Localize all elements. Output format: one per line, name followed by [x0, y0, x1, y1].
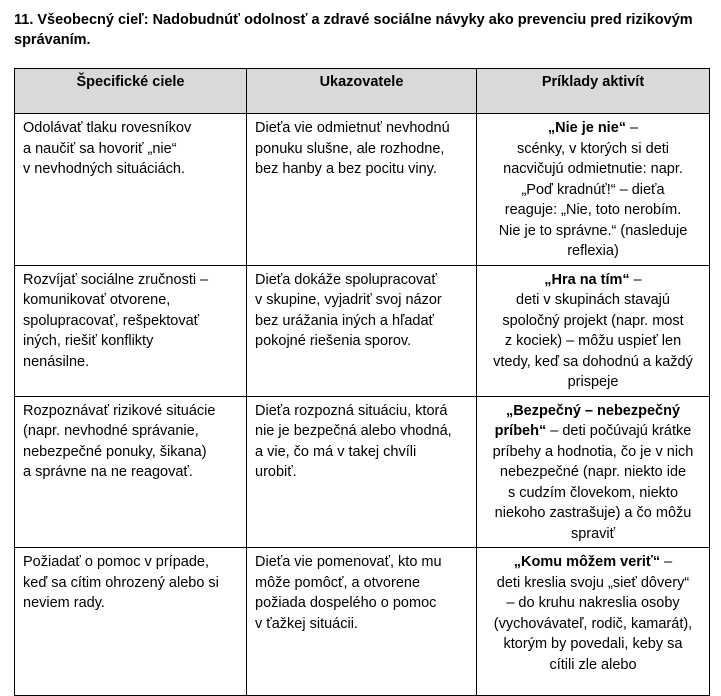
- cell-line: Dieťa vie odmietnuť nevhodnú: [255, 120, 450, 136]
- cell-line: deti v skupinách stavajú: [516, 292, 670, 308]
- cell-line: prispeje: [567, 374, 619, 390]
- cell-line: vtedy, keď sa dohodnú a každý: [493, 353, 693, 370]
- activity-cell: [477, 114, 710, 266]
- table-row: [15, 114, 710, 266]
- cell-line: Rozvíjať sociálne zručnosti –: [23, 271, 209, 288]
- cell-line: príbehy a hodnotia, čo je v nich: [492, 443, 694, 460]
- section-heading: [14, 10, 704, 50]
- cell-line: (vychovávateľ, rodič, kamarát),: [493, 615, 693, 632]
- cell-line: ktorým by povedali, keby sa: [503, 636, 683, 652]
- heading-line: správaním.: [14, 32, 91, 48]
- activity-title: „Nie je nie“: [547, 120, 627, 136]
- activity-cell: [477, 265, 710, 396]
- activity-text: –: [626, 120, 639, 136]
- cell-line: deti kreslia svoju „sieť dôvery“: [496, 574, 690, 591]
- cell-line: [481, 270, 705, 291]
- header-indicators: Ukazovatele: [247, 69, 477, 114]
- cell-line: bez urážania iných a hľadať: [255, 312, 434, 329]
- cell-line: spraviť: [570, 525, 616, 542]
- cell-line: scénky, v ktorých si deti: [516, 140, 670, 157]
- cell-line: nie je bezpečná alebo vhodná,: [255, 423, 452, 439]
- cell-line: neviem rady.: [23, 595, 105, 611]
- cell-line: a vie, čo má v takej chvíli: [255, 443, 417, 460]
- cell-line: „Poď kradnúť!“ – dieťa: [521, 181, 665, 198]
- cell-line: Odolávať tlaku rovesníkov: [23, 120, 192, 136]
- header-specific-goals: Špecifické ciele: [15, 69, 247, 114]
- cell-line: [481, 552, 705, 573]
- table-row: [15, 548, 710, 696]
- cell-line: Požiadať o pomoc v prípade,: [23, 554, 209, 570]
- cell-line: spoločný projekt (napr. most: [502, 312, 684, 329]
- cell-line: nenásilne.: [23, 353, 90, 370]
- cell-line: – do kruhu nakreslia osoby: [506, 595, 680, 611]
- indicator-cell: [247, 265, 477, 396]
- goal-cell: [15, 114, 247, 266]
- cell-line: v skupine, vyjadriť svoj názor: [255, 292, 442, 308]
- cell-line: Nie je to správne.“ (nasleduje: [498, 222, 688, 239]
- cell-line: cítili zle alebo: [549, 656, 637, 673]
- activity-title: „Komu môžem veriť“: [513, 554, 661, 570]
- cell-line: komunikovať otvorene,: [23, 292, 171, 308]
- cell-line: s cudzím človekom, niekto: [507, 484, 679, 501]
- indicator-cell: [247, 548, 477, 696]
- cell-line: ponuku slušne, ale rozhodne,: [255, 140, 445, 157]
- goal-cell: [15, 265, 247, 396]
- cell-line: z kociek) – môžu uspieť len: [504, 333, 682, 349]
- cell-line: keď sa cítim ohrozený alebo si: [23, 574, 219, 591]
- goal-cell: [15, 396, 247, 548]
- cell-line: v nevhodných situáciách.: [23, 161, 186, 177]
- cell-line: (napr. nevhodné správanie,: [23, 423, 199, 439]
- cell-line: môže pomôcť, a otvorene: [255, 574, 421, 591]
- cell-line: a naučiť sa hovoriť „nie“: [23, 140, 177, 157]
- heading-line: 11. Všeobecný cieľ: Nadobudnúť odolnosť a zdravé sociálne návyky ako prevenciu pred rizikovým: [14, 12, 693, 28]
- table-header-row: [15, 69, 710, 114]
- cell-line: bez hanby a bez pocitu viny.: [255, 161, 437, 177]
- activity-cell: [477, 548, 710, 696]
- cell-line: nacvičujú odmietnutie: napr.: [503, 161, 683, 177]
- indicator-cell: [247, 396, 477, 548]
- cell-line: niekoho zastrašuje) a čo môžu: [494, 505, 692, 521]
- cell-line: urobiť.: [255, 464, 297, 480]
- cell-line: [481, 118, 705, 139]
- indicator-cell: [247, 114, 477, 266]
- cell-line: nebezpečné (napr. niekto ide: [499, 464, 687, 480]
- table-row: [15, 265, 710, 396]
- cell-line: v ťažkej situácii.: [255, 615, 358, 632]
- cell-line: reflexia): [567, 243, 619, 259]
- cell-line: spolupracovať, rešpektovať: [23, 312, 200, 329]
- cell-line: reaguje: „Nie, toto nerobím.: [504, 202, 682, 218]
- cell-line: a správne na ne reagovať.: [23, 464, 193, 480]
- cell-line: Rozpoznávať rizikové situácie: [23, 402, 216, 419]
- cell-line: [481, 421, 705, 442]
- header-activity-examples: Príklady aktivít: [477, 69, 710, 114]
- activity-title: príbeh“: [494, 423, 547, 439]
- cell-line: Dieťa rozpozná situáciu, ktorá: [255, 402, 448, 419]
- activity-text: –: [660, 554, 673, 570]
- cell-line: pokojné riešenia sporov.: [255, 333, 412, 349]
- cell-line: iných, riešiť konflikty: [23, 333, 154, 349]
- cell-line: Dieťa dokáže spolupracovať: [255, 271, 437, 288]
- table-row: [15, 396, 710, 548]
- activity-text: – deti počúvajú krátke: [546, 423, 692, 439]
- goal-cell: [15, 548, 247, 696]
- activity-cell: [477, 396, 710, 548]
- cell-line: [481, 401, 705, 422]
- activity-title: „Bezpečný – nebezpečný: [505, 402, 681, 419]
- cell-line: Dieťa vie pomenovať, kto mu: [255, 554, 442, 570]
- goals-table: [14, 68, 710, 696]
- cell-line: nebezpečné ponuky, šikana): [23, 443, 207, 460]
- activity-title: „Hra na tím“: [544, 271, 630, 288]
- cell-line: požiada dospelého o pomoc: [255, 595, 437, 611]
- activity-text: –: [629, 271, 642, 288]
